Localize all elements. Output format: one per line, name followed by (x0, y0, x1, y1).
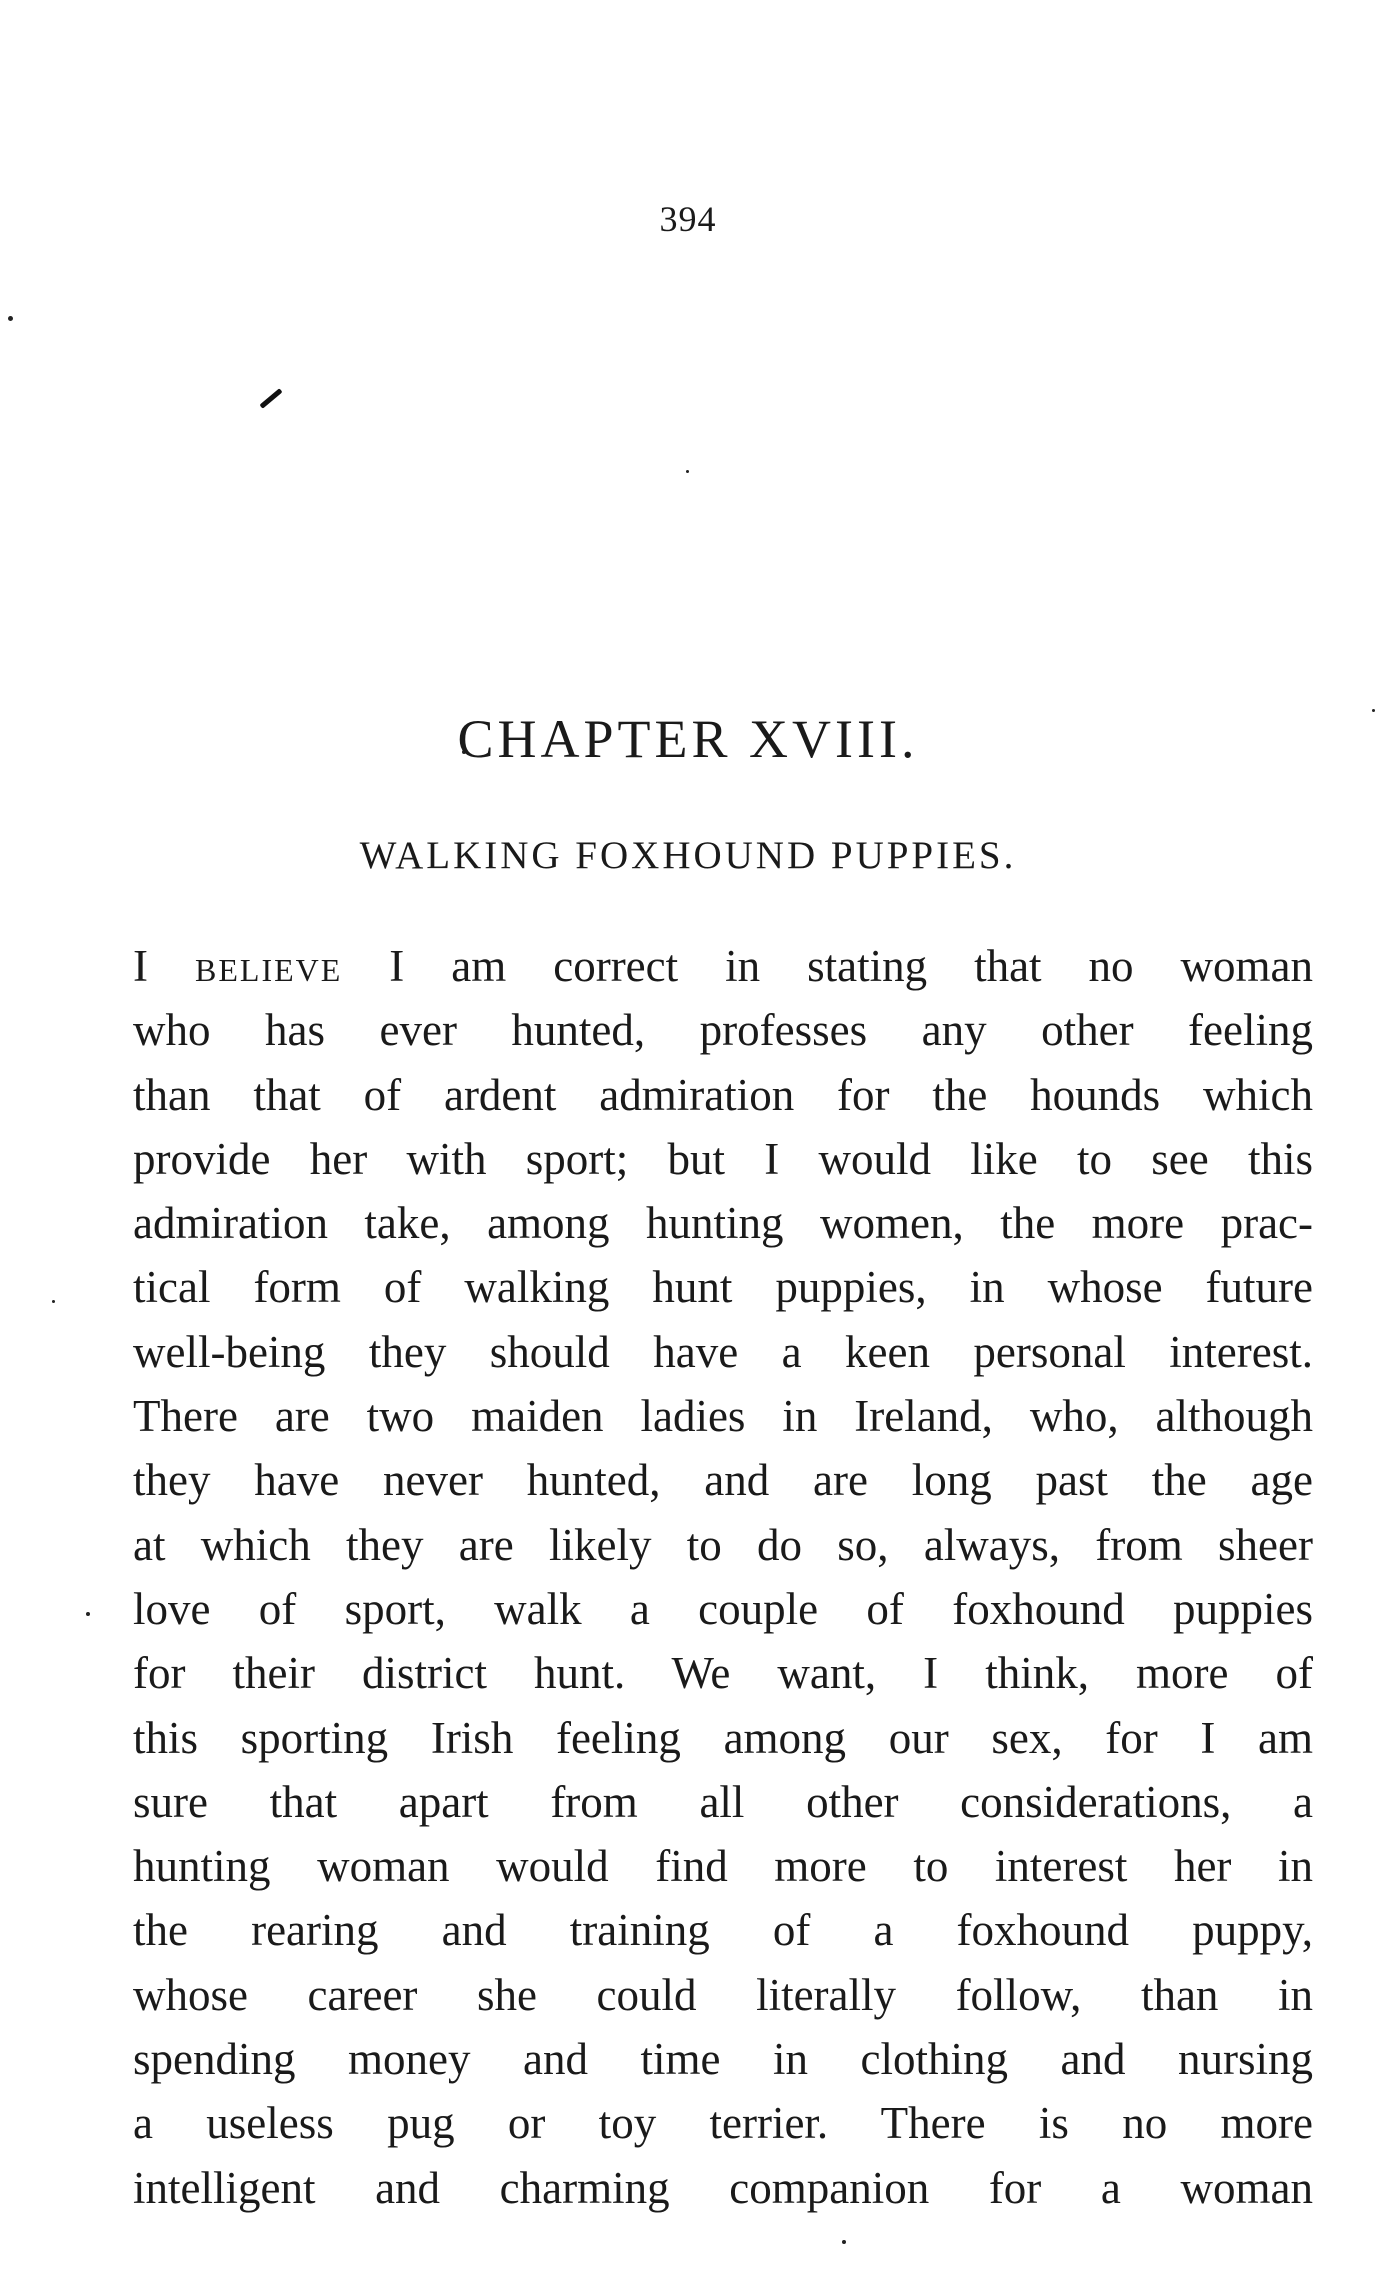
text-line: intelligent and charming companion for a woman (133, 2162, 1313, 2213)
text-line: who has ever hunted, professes any other feeling (133, 1005, 1313, 1056)
chapter-subtitle: WALKING FOXHOUND PUPPIES. (359, 834, 1017, 877)
text-line: they have never hunted, and are long past the age (133, 1455, 1313, 1506)
scan-speck (52, 1300, 55, 1303)
text-line: tical form of walking hunt puppies, in whose future (133, 1262, 1313, 1313)
text-line (133, 934, 1313, 998)
scan-speck (8, 316, 13, 321)
opening-smallcaps: believe (195, 941, 343, 991)
text-line: spending money and time in clothing and nursing (133, 2034, 1313, 2085)
opening-rest: I am correct in stating that no woman (389, 941, 1313, 991)
chapter-title: CHAPTER XVIII. (457, 709, 919, 769)
text-line: the rearing and training of a foxhound puppy, (133, 1905, 1313, 1956)
text-line: for their district hunt. We want, I think, more of (133, 1648, 1313, 1699)
scan-speck (842, 2240, 846, 2244)
text-line: whose career she could literally follow, than in (133, 1969, 1313, 2020)
text-line: a useless pug or toy terrier. There is no more (133, 2098, 1313, 2149)
text-line: hunting woman would find more to interest her in (133, 1841, 1313, 1892)
text-line: than that of ardent admiration for the hounds which (133, 1069, 1313, 1120)
page-number: 394 (659, 199, 717, 239)
text-line: love of sport, walk a couple of foxhound puppies (133, 1583, 1313, 1634)
scan-speck (86, 1612, 90, 1616)
text-line: at which they are likely to do so, always, from sheer (133, 1519, 1313, 1570)
scan-speck (686, 470, 689, 473)
body-text (133, 934, 1313, 2220)
text-line: provide her with sport; but I would like to see this (133, 1133, 1313, 1184)
opening-word: I (133, 941, 148, 991)
text-line: admiration take, among hunting women, the more prac- (133, 1198, 1313, 1249)
text-line: There are two maiden ladies in Ireland, who, although (133, 1391, 1313, 1442)
text-line: well-being they should have a keen personal interest. (133, 1326, 1313, 1377)
text-line: sure that apart from all other considerations, a (133, 1776, 1313, 1827)
text-line: this sporting Irish feeling among our sex, for I am (133, 1712, 1313, 1763)
scan-stroke-mark (259, 388, 282, 409)
